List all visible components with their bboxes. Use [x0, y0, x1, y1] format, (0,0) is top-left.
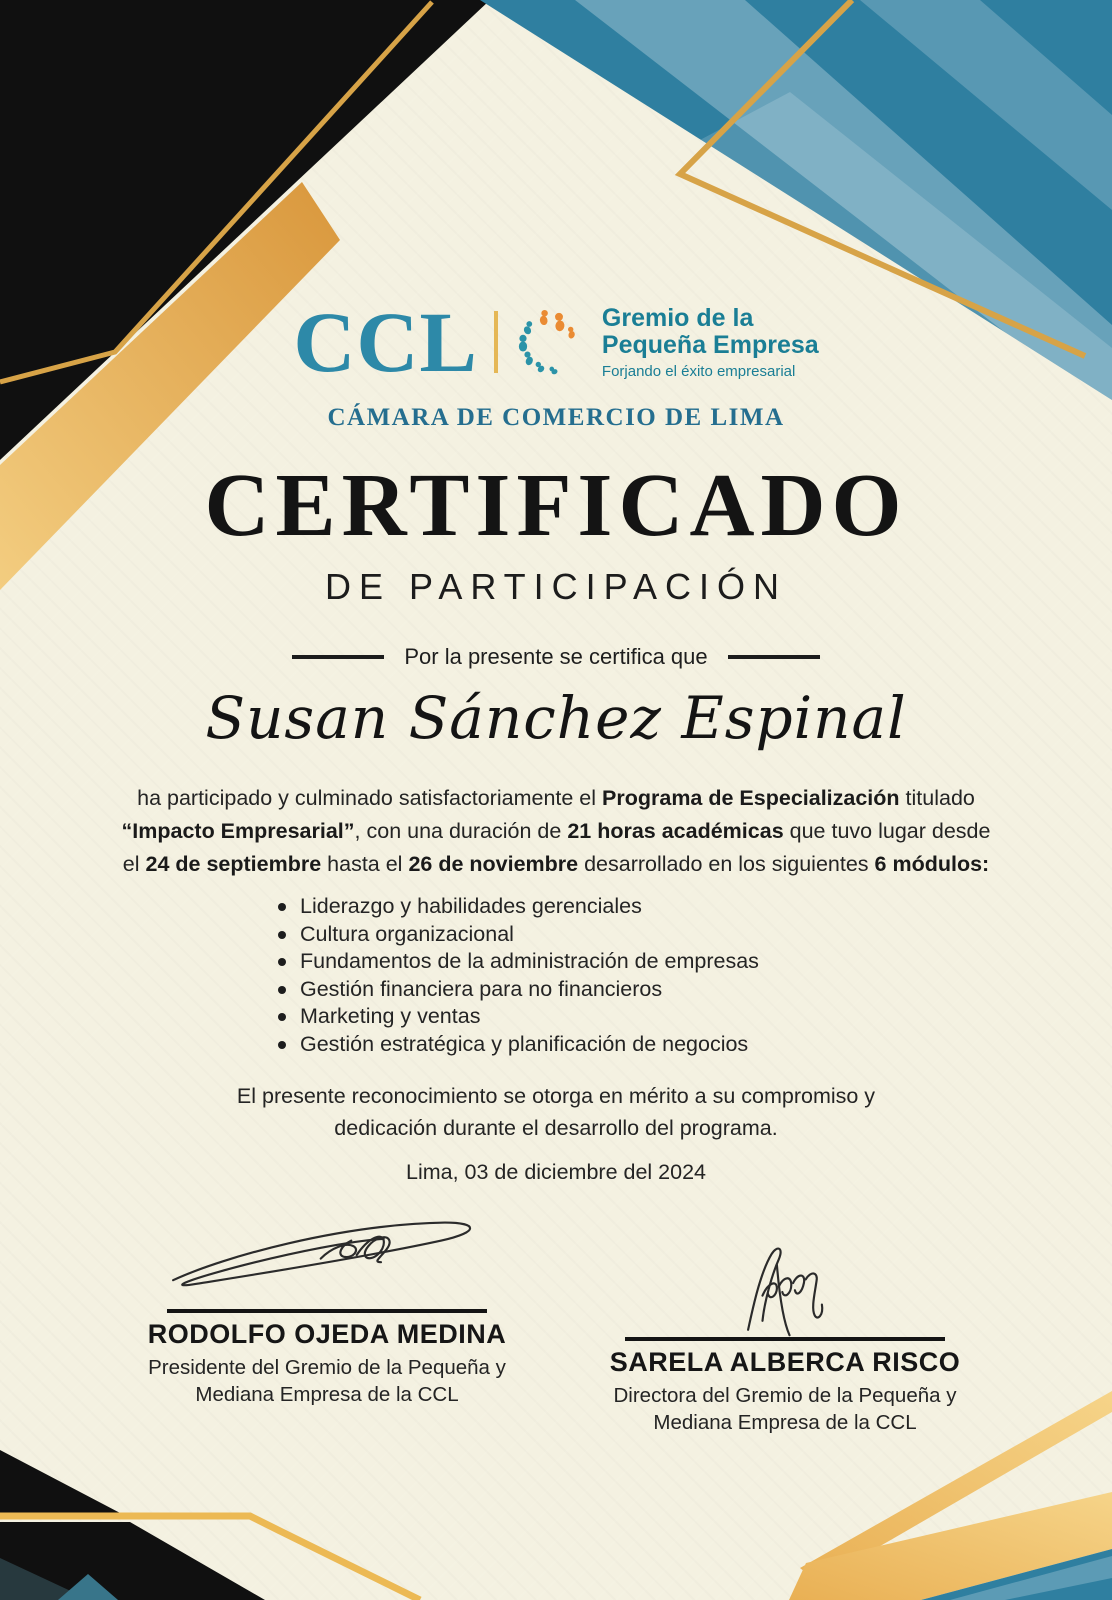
gremio-tagline: Forjando el éxito empresarial	[601, 362, 796, 380]
module-item: Fundamentos de la administración de empresas	[276, 948, 836, 976]
camara-wordmark: CÁMARA DE COMERCIO DE LIMA	[327, 404, 785, 431]
body-paragraph: ha participado y culminado satisfactoriamente el Programa de Especialización titulado “Impacto Empresarial”, con una duración de 21 horas académicas que tuvo lugar desde el 24 de septiembre hasta el 26 de noviembre desarrollado en los siguientes 6 módulos:	[121, 786, 991, 876]
logo	[0, 296, 1112, 388]
gremio-wordmark	[602, 305, 819, 380]
president-role-line2: Mediana Empresa de la CCL	[195, 1383, 459, 1406]
logo-divider	[494, 311, 498, 373]
gremio-line1: Gremio de la	[601, 303, 754, 332]
director-signature-line	[625, 1337, 945, 1341]
director-signature-stroke	[700, 1229, 870, 1337]
module-item: Liderazgo y habilidades gerenciales	[276, 893, 836, 921]
recipient-name: Susan Sánchez Espinal	[205, 684, 907, 752]
presented-dash-left	[292, 655, 384, 659]
director-role-line2: Mediana Empresa de la CCL	[653, 1411, 917, 1434]
gremio-people-icon	[514, 306, 586, 378]
president-role	[112, 1354, 542, 1408]
module-item: Gestión financiera para no financieros	[276, 976, 836, 1004]
certificate-title: CERTIFICADO	[204, 456, 908, 555]
certificate-subtitle: DE PARTICIPACIÓN	[324, 566, 788, 607]
director-role	[570, 1382, 1000, 1436]
modules-list	[276, 893, 836, 1058]
module-item: Gestión estratégica y planificación de negocios	[276, 1031, 836, 1059]
gremio-line2: Pequeña Empresa	[601, 330, 819, 359]
date-line: Lima, 03 de diciembre del 2024	[406, 1160, 706, 1184]
signature-block-president	[112, 1201, 542, 1436]
president-signature-stroke	[142, 1201, 512, 1309]
signature-block-director	[570, 1229, 1000, 1436]
presented-text: Por la presente se certifica que	[404, 644, 708, 669]
director-role-line1: Directora del Gremio de la Pequeña y	[613, 1384, 957, 1407]
module-item: Cultura organizacional	[276, 921, 836, 949]
presented-line	[0, 644, 1112, 670]
president-name: RODOLFO OJEDA MEDINA	[147, 1319, 507, 1349]
signatures-row	[0, 1201, 1112, 1436]
presented-dash-right	[728, 655, 820, 659]
closing-paragraph: El presente reconocimiento se otorga en mérito a su compromiso y dedicación durante el desarrollo del programa.	[236, 1084, 876, 1140]
module-item: Marketing y ventas	[276, 1003, 836, 1031]
president-role-line1: Presidente del Gremio de la Pequeña y	[148, 1356, 506, 1379]
ccl-logo-text: CCL	[293, 294, 478, 390]
director-name: SARELA ALBERCA RISCO	[609, 1347, 961, 1377]
president-signature-line	[167, 1309, 487, 1313]
